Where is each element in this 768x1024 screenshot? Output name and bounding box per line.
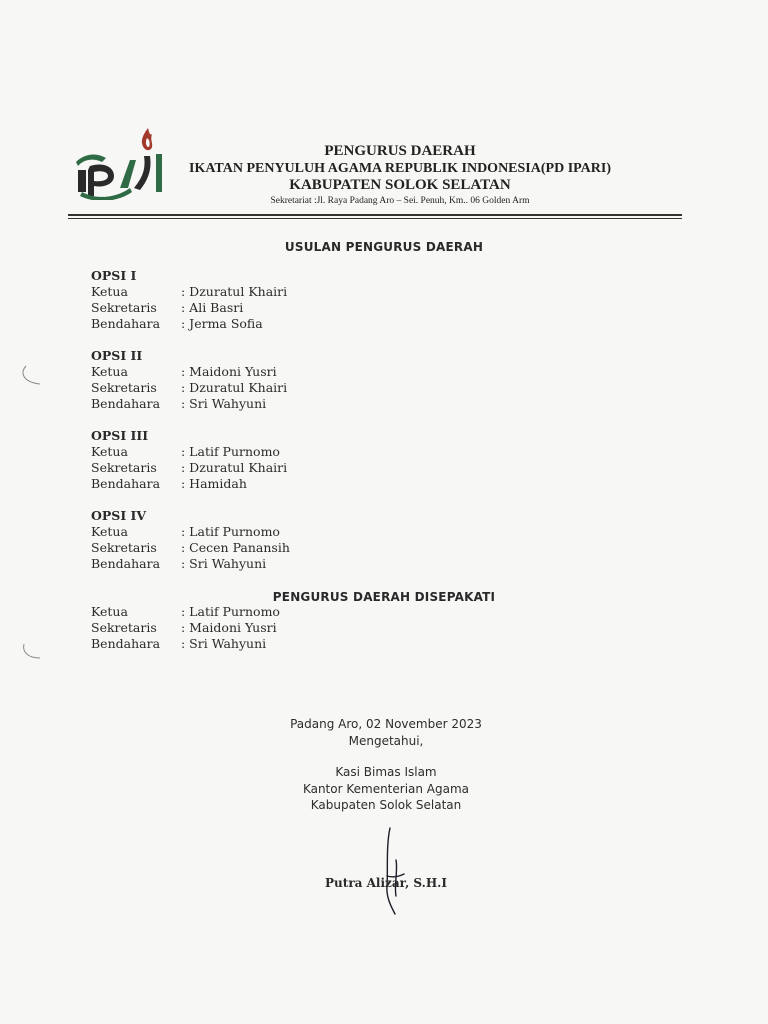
place-date: Padang Aro, 02 November 2023: [290, 717, 482, 731]
agreed-title: PENGURUS DAERAH DISEPAKATI: [272, 590, 496, 604]
scan-mark: [18, 364, 44, 388]
option-section: [91, 348, 287, 412]
row-label: Ketua: [91, 284, 128, 299]
option-heading: OPSI I: [91, 268, 137, 283]
row-value: : Dzuratul Khairi: [181, 380, 288, 395]
row-value: : Cecen Panansih: [181, 540, 290, 555]
option-section: [91, 508, 290, 572]
row-label: Ketua: [91, 524, 128, 539]
table-row: [91, 316, 287, 332]
table-row: [91, 556, 290, 572]
table-row: [91, 524, 290, 540]
table-row: [91, 284, 287, 300]
table-row: [91, 396, 287, 412]
closing-block: [240, 716, 532, 749]
option-heading: OPSI II: [91, 348, 143, 363]
position-line: Kantor Kementerian Agama: [302, 781, 470, 796]
row-value: : Latif Purnomo: [181, 524, 280, 539]
signer-name: Putra Alizar, S.H.I: [325, 876, 447, 890]
table-row: [91, 636, 280, 652]
row-label: Ketua: [91, 604, 128, 619]
table-row: [91, 620, 280, 636]
scan-mark: [18, 640, 44, 664]
agreed-section: [91, 604, 280, 652]
row-value: : Dzuratul Khairi: [181, 460, 288, 475]
row-value: : Hamidah: [181, 476, 247, 491]
row-label: Bendahara: [91, 636, 161, 651]
row-label: Sekretaris: [91, 460, 157, 475]
row-label: Sekretaris: [91, 620, 157, 635]
table-row: [91, 540, 290, 556]
table-row: [91, 604, 280, 620]
letterhead-address: Sekretariat :Jl. Raya Padang Aro – Sei. Penuh, Km.. 06 Golden Arm: [270, 196, 530, 206]
row-label: Bendahara: [91, 476, 161, 491]
row-value: : Maidoni Yusri: [181, 620, 277, 635]
table-row: [91, 460, 287, 476]
row-value: : Maidoni Yusri: [181, 364, 277, 379]
row-value: : Jerma Sofia: [181, 316, 263, 331]
position-line: Kabupaten Solok Selatan: [310, 798, 462, 812]
option-heading: OPSI IV: [91, 508, 147, 523]
row-label: Sekretaris: [91, 300, 157, 315]
table-row: [91, 364, 287, 380]
row-value: : Sri Wahyuni: [181, 396, 267, 411]
document-title: USULAN PENGURUS DAERAH: [284, 240, 484, 254]
row-label: Bendahara: [91, 316, 161, 331]
letterhead-region: KABUPATEN SOLOK SELATAN: [289, 177, 511, 193]
row-label: Ketua: [91, 364, 128, 379]
row-value: : Dzuratul Khairi: [181, 284, 288, 299]
handwritten-signature: [378, 826, 408, 916]
row-value: : Ali Basri: [181, 300, 244, 315]
table-row: [91, 444, 287, 460]
option-section: [91, 268, 287, 332]
option-heading: OPSI III: [91, 428, 149, 443]
option-section: [91, 428, 287, 492]
ipari-logo: [72, 126, 170, 200]
row-label: Bendahara: [91, 396, 161, 411]
signatory-position: [240, 764, 532, 814]
table-row: [91, 476, 287, 492]
letterhead-rule-thick: [68, 214, 682, 216]
table-row: [91, 380, 287, 396]
position-line: Kasi Bimas Islam: [335, 765, 437, 779]
table-row: [91, 300, 287, 316]
row-value: : Latif Purnomo: [181, 604, 280, 619]
letterhead-organization: IKATAN PENYULUH AGAMA REPUBLIK INDONESIA(PD IPARI): [189, 161, 611, 176]
letterhead-title: PENGURUS DAERAH: [324, 143, 476, 159]
letterhead-rule-thin: [68, 218, 682, 219]
row-label: Bendahara: [91, 556, 161, 571]
row-label: Ketua: [91, 444, 128, 459]
row-label: Sekretaris: [91, 540, 157, 555]
acknowledged-label: Mengetahui,: [348, 733, 424, 748]
row-value: : Latif Purnomo: [181, 444, 280, 459]
row-label: Sekretaris: [91, 380, 157, 395]
row-value: : Sri Wahyuni: [181, 636, 267, 651]
letterhead: [170, 143, 630, 207]
row-value: : Sri Wahyuni: [181, 556, 267, 571]
